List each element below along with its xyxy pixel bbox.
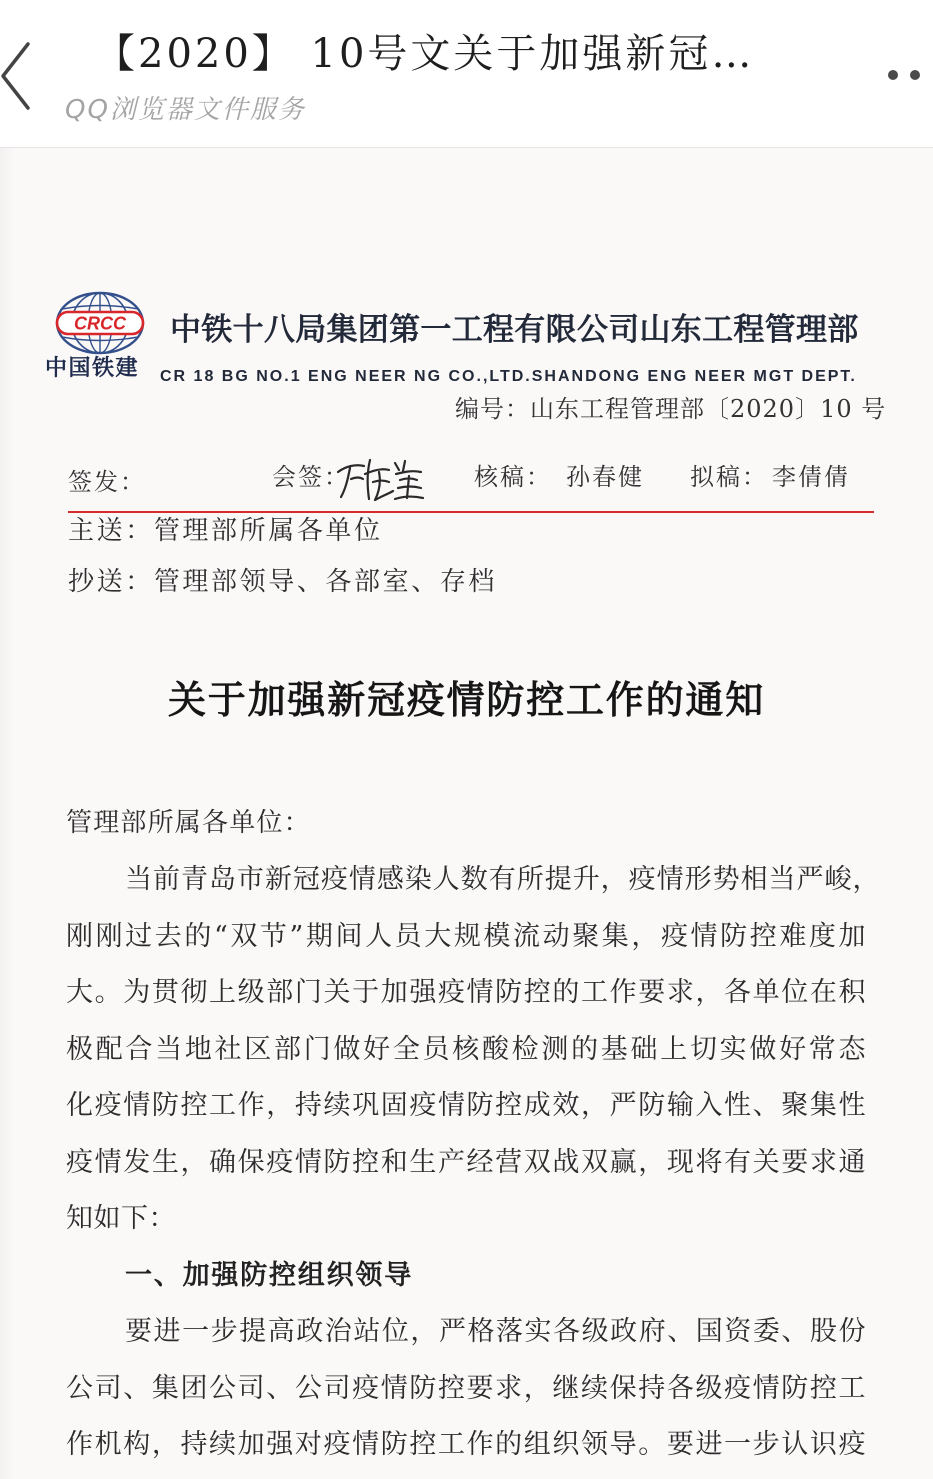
paragraph-1-line: 化疫情防控工作，持续巩固疫情防控成效，严防输入性、聚集性 [66, 1090, 866, 1121]
app-bar [0, 0, 933, 148]
back-button[interactable] [0, 38, 40, 114]
document-title: 关于加强新冠疫情防控工作的通知 [168, 678, 766, 722]
drafter-name: 李倩倩 [772, 463, 850, 491]
paragraph-1-line: 极配合当地社区部门做好全员核酸检测的基础上切实做好常态 [66, 1033, 866, 1065]
draft-label: 拟稿： [690, 463, 768, 491]
logo-lettering: CRCC [74, 313, 126, 334]
review-label: 核稿： [474, 463, 552, 491]
company-name-en: CR 18 BG NO.1 ENG NEER NG CO.,LTD.SHANDONG ENG NEER MGT DEPT. [160, 368, 857, 385]
paragraph-1-line: 刚刚过去的“双节”期间人员大规模流动聚集，疫情防控难度加 [66, 920, 866, 952]
more-button[interactable] [882, 62, 928, 88]
cc-value: 管理部领导、各部室、存档 [153, 567, 498, 597]
recipients-value: 管理部所属各单位 [153, 516, 383, 546]
section-heading: 一、加强防控组织领导 [125, 1259, 413, 1291]
paragraph-1-line: 大。为贯彻上级部门关于加强疫情防控的工作要求，各单位在积 [66, 977, 866, 1008]
paragraph-1-line: 当前青岛市新冠疫情感染人数有所提升，疫情形势相当严峻， [125, 864, 880, 895]
paragraph-2-line: 公司、集团公司、公司疫情防控要求，继续保持各级疫情防控工 [66, 1372, 866, 1404]
cc-label: 抄送： [68, 567, 154, 597]
issued-label: 签发： [68, 468, 146, 496]
logo-caption: 中国铁建 [45, 356, 140, 381]
document-number [455, 393, 886, 425]
app-subtitle: QQ浏览器文件服务 [65, 95, 306, 125]
document-body [0, 852, 933, 1474]
crcc-logo [50, 290, 150, 356]
recipients-label: 主送： [68, 516, 154, 546]
document-viewer[interactable] [0, 148, 933, 1479]
paragraph-1-line: 疫情发生，确保疫情防控和生产经营双战双赢，现将有关要求通 [66, 1146, 866, 1178]
company-name-cn: 中铁十八局集团第一工程有限公司山东工程管理部 [170, 312, 859, 348]
doc-number-value: 山东工程管理部〔2020〕10 号 [530, 395, 887, 423]
cc-line [68, 564, 497, 600]
more-dots-icon[interactable] [910, 70, 920, 80]
paragraph-2-line: 作机构，持续加强对疫情防控工作的组织领导。要进一步认识疫 [66, 1429, 866, 1460]
chevron-left-icon[interactable] [0, 41, 32, 111]
reviewer-name: 孙春健 [566, 463, 644, 491]
more-dots-icon[interactable] [888, 70, 898, 80]
doc-number-label: 编号： [455, 395, 530, 423]
signature-image [334, 452, 426, 504]
recipients-line [68, 513, 383, 549]
app-title: 【2020】 10号文关于加强新冠… [95, 31, 755, 77]
paragraph-2-line: 要进一步提高政治站位，严格落实各级政府、国资委、股份 [125, 1316, 866, 1347]
paragraph-1-line: 知如下： [66, 1203, 176, 1234]
salutation: 管理部所属各单位： [66, 808, 311, 838]
countersign-label: 会签： [272, 463, 350, 491]
